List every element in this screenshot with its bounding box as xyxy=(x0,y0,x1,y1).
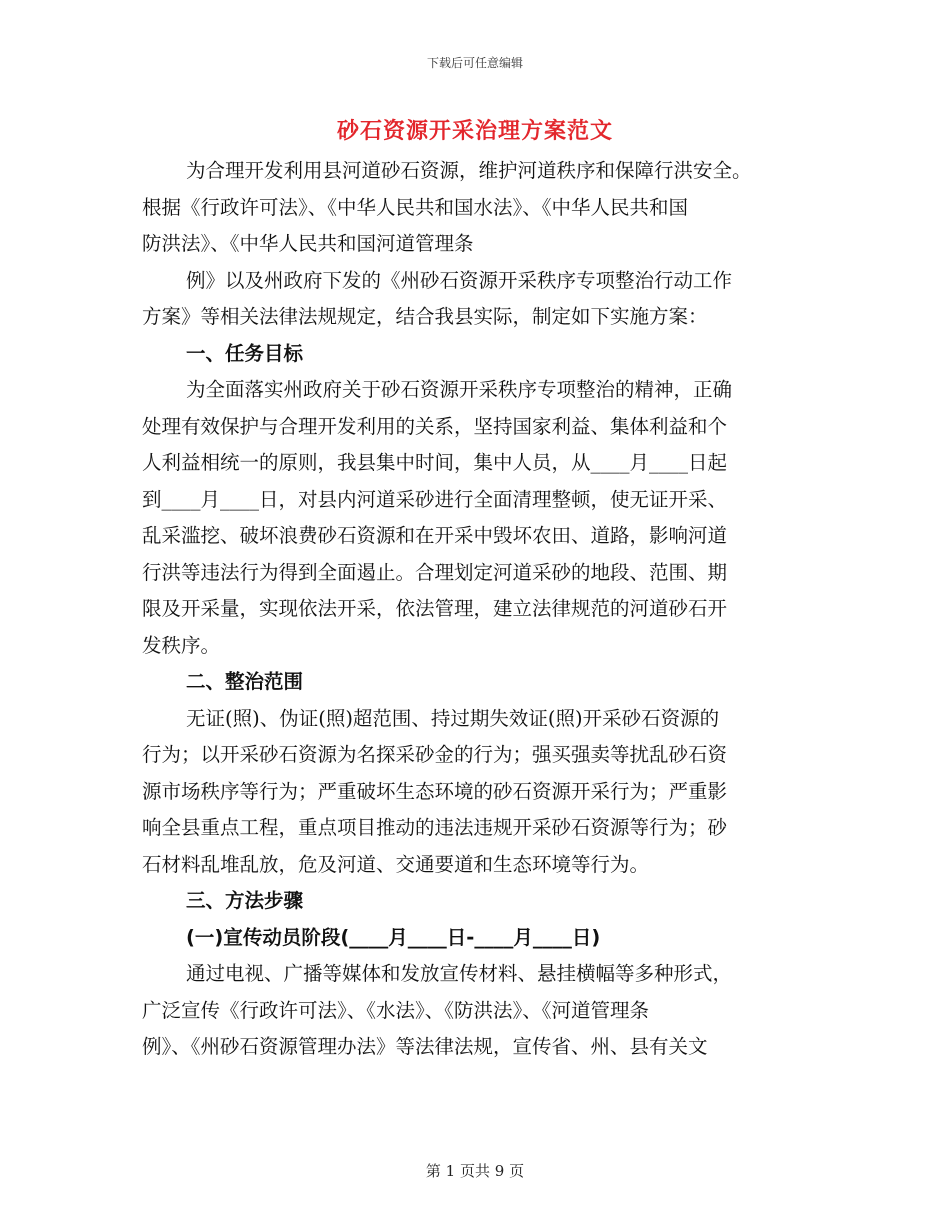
page-footer: 第 1 页共 9 页 xyxy=(425,1162,525,1180)
header-note: 下载后可任意编辑 xyxy=(426,56,523,70)
paragraph-line: 为合理开发利用县河道砂石资源，维护河道秩序和保障行洪安全。 xyxy=(186,159,752,182)
paragraph-line: 防洪法》、《中华人民共和国河道管理条 xyxy=(142,232,474,255)
paragraph-line: 到____月____日，对县内河道采砂进行全面清理整顿，使无证开采、 xyxy=(142,487,728,511)
paragraph-line: 无证(照)、伪证(照)超范围、持过期失效证(照)开采砂石资源的 xyxy=(186,706,720,730)
paragraph-line: 行洪等违法行为得到全面遏止。合理划定河道采砂的地段、范围、期 xyxy=(142,560,728,584)
paragraph-line: 根据《行政许可法》、《中华人民共和国水法》、《中华人民共和国 xyxy=(142,195,689,219)
paragraph-line: 限及开采量，实现依法开采，依法管理，建立法律规范的河道砂石开 xyxy=(142,597,728,620)
document-body xyxy=(142,153,822,1066)
paragraph-line: 广泛宣传《行政许可法》、《水法》、《防洪法》、《河道管理条 xyxy=(142,998,650,1022)
paragraph-line: 方案》等相关法律法规规定，结合我县实际，制定如下实施方案： xyxy=(142,305,708,328)
paragraph-line: 乱采滥挖、破坏浪费砂石资源和在开采中毁坏农田、道路，影响河道 xyxy=(142,524,728,547)
paragraph-line: 行为；以开采砂石资源为名探采砂金的行为；强买强卖等扰乱砂石资 xyxy=(142,743,728,766)
paragraph-line: 石材料乱堆乱放，危及河道、交通要道和生态环境等行为。 xyxy=(142,852,650,876)
paragraph-line: 通过电视、广播等媒体和发放宣传材料、悬挂横幅等多种形式， xyxy=(186,962,733,985)
section-heading: 三、方法步骤 xyxy=(186,889,304,912)
section-heading: 二、整治范围 xyxy=(186,670,304,693)
section-heading: 一、任务目标 xyxy=(186,341,304,365)
paragraph-line: 响全县重点工程，重点项目推动的违法违规开采砂石资源等行为；砂 xyxy=(142,816,728,839)
paragraph-line: 处理有效保护与合理开发利用的关系，坚持国家利益、集体利益和个 xyxy=(142,414,728,438)
paragraph-line: 源市场秩序等行为；严重破坏生态环境的砂石资源开采行为；严重影 xyxy=(142,779,728,803)
section-heading: (一)宣传动员阶段(____月____日-____月____日) xyxy=(186,925,601,949)
paragraph-line: 例》以及州政府下发的《州砂石资源开采秩序专项整治行动工作 xyxy=(186,268,733,292)
paragraph-line: 人利益相统一的原则，我县集中时间，集中人员，从____月____日起 xyxy=(142,451,728,474)
paragraph-line: 为全面落实州政府关于砂石资源开采秩序专项整治的精神，正确 xyxy=(186,378,733,401)
paragraph-line: 例》、《州砂石资源管理办法》等法律法规，宣传省、州、县有关文 xyxy=(142,1035,708,1058)
document-title: 砂石资源开采治理方案范文 xyxy=(336,118,613,144)
paragraph-line: 发秩序。 xyxy=(142,633,221,657)
